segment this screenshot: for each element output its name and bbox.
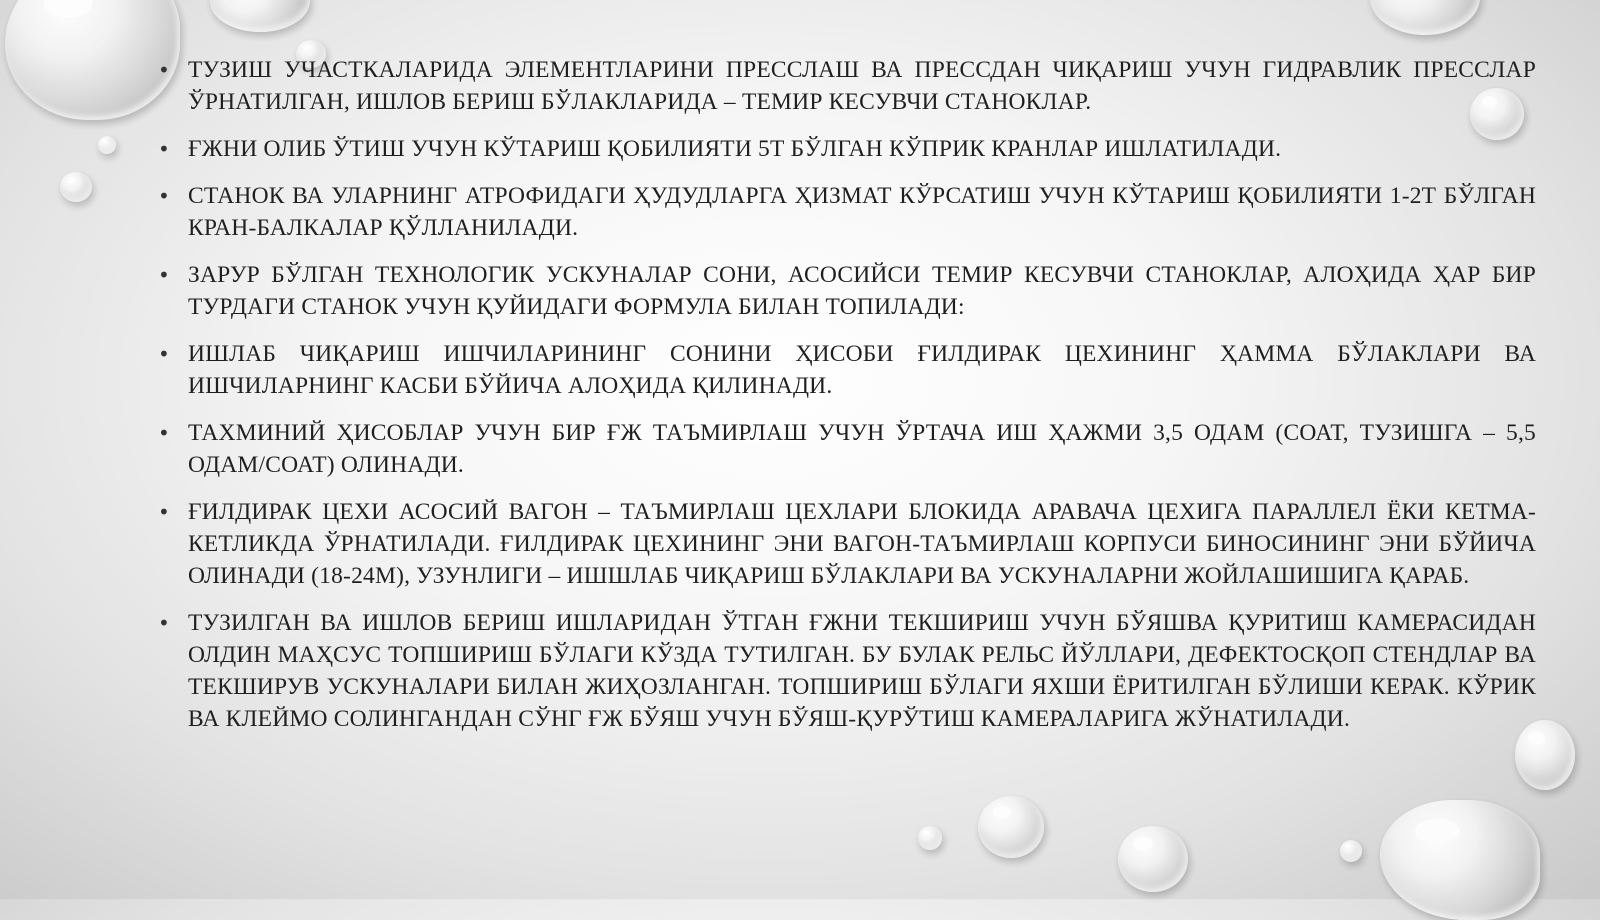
bullet-text: ҒИЛДИРАК ЦЕХИ АСОСИЙ ВАГОН – ТАЪМИРЛАШ ЦЕХЛАРИ БЛОКИДА АРАВАЧА ЦЕХИГА ПАРАЛЛЕЛ ЁКИ КЕТМА-КЕТЛИКДА ЎРНАТИЛАДИ. ҒИЛДИРАК ЦЕХИНИНГ ЭНИ ВАГОН-ТАЪМИРЛАШ КОРПУСИ БИНОСИНИНГ ЭНИ БЎЙИЧА ОЛИНАДИ (18-24М), УЗУНЛИГИ – ИШШЛАБ ЧИҚАРИШ БЎЛАКЛАРИ ВА УСКУНАЛАРНИ ЖОЙЛАШИШИГА ҚАРАБ. (188, 499, 1536, 589)
bullet-point-icon: • (158, 137, 170, 161)
bullet-item (158, 259, 1536, 323)
bullet-point-icon: • (158, 184, 170, 208)
bullet-item (158, 607, 1536, 735)
water-drop-decoration (5, 0, 180, 120)
bullet-text: ТАХМИНИЙ ҲИСОБЛАР УЧУН БИР ҒЖ ТАЪМИРЛАШ УЧУН ЎРТАЧА ИШ ҲАЖМИ 3,5 ОДАМ (СОАТ, ТУЗИШГА – 5,5 ОДАМ/СОАТ) ОЛИНАДИ. (188, 420, 1536, 478)
bullet-text: ҒЖНИ ОЛИБ ЎТИШ УЧУН КЎТАРИШ ҚОБИЛИЯТИ 5Т БЎЛГАН КЎПРИК КРАНЛАР ИШЛАТИЛАДИ. (188, 136, 1282, 162)
bullet-text: ТУЗИШ УЧАСТКАЛАРИДА ЭЛЕМЕНТЛАРИНИ ПРЕССЛАШ ВА ПРЕССДАН ЧИҚАРИШ УЧУН ГИДРАВЛИК ПРЕССЛАР ЎРНАТИЛГАН, ИШЛОВ БЕРИШ БЎЛАКЛАРИДА – ТЕМИР КЕСУВЧИ СТАНОКЛАР. (188, 57, 1536, 115)
bullet-point-icon: • (158, 611, 170, 635)
bullet-item (158, 417, 1536, 481)
bullet-item (158, 338, 1536, 402)
water-drop-decoration (1118, 826, 1188, 892)
water-drop-decoration (1370, 0, 1480, 35)
water-drop-decoration (98, 136, 116, 154)
bullet-point-icon: • (158, 500, 170, 524)
bullet-point-icon: • (158, 421, 170, 445)
water-drop-decoration (978, 796, 1044, 858)
bullet-text: СТАНОК ВА УЛАРНИНГ АТРОФИДАГИ ҲУДУДЛАРГА ҲИЗМАТ КЎРСАТИШ УЧУН КЎТАРИШ ҚОБИЛИЯТИ 1-2Т БЎЛГАН КРАН-БАЛКАЛАР ҚЎЛЛАНИЛАДИ. (188, 183, 1536, 241)
bullet-item (158, 133, 1536, 165)
bullet-item (158, 180, 1536, 244)
water-drop-decoration (60, 172, 92, 202)
water-drop-decoration (210, 0, 310, 32)
bullet-point-icon: • (158, 342, 170, 366)
bullet-point-icon: • (158, 58, 170, 82)
bullet-text: ИШЛАБ ЧИҚАРИШ ИШЧИЛАРИНИНГ СОНИНИ ҲИСОБИ ҒИЛДИРАК ЦЕХИНИНГ ҲАММА БЎЛАКЛАРИ ВА ИШЧИЛАРНИНГ КАСБИ БЎЙИЧА АЛОҲИДА ҚИЛИНАДИ. (188, 341, 1536, 399)
water-drop-decoration (1340, 840, 1362, 862)
bullet-item (158, 54, 1536, 118)
water-drop-decoration (1380, 800, 1540, 920)
bullet-list (158, 54, 1536, 735)
bullet-text: ЗАРУР БЎЛГАН ТЕХНОЛОГИК УСКУНАЛАР СОНИ, АСОСИЙСИ ТЕМИР КЕСУВЧИ СТАНОКЛАР, АЛОҲИДА ҲАР БИР ТУРДАГИ СТАНОК УЧУН ҚУЙИДАГИ ФОРМУЛА БИЛАН ТОПИЛАДИ: (188, 262, 1536, 320)
bullet-point-icon: • (158, 263, 170, 287)
bullet-text: ТУЗИЛГАН ВА ИШЛОВ БЕРИШ ИШЛАРИДАН ЎТГАН ҒЖНИ ТЕКШИРИШ УЧУН БЎЯШВА ҚУРИТИШ КАМЕРАСИДАН ОЛДИН МАҲСУС ТОПШИРИШ БЎЛАГИ КЎЗДА ТУТИЛГАН. БУ БУЛАК РЕЛЬС ЙЎЛЛАРИ, ДЕФЕКТОСҚОП СТЕНДЛАР ВА ТЕКШИРУВ УСКУНАЛАРИ БИЛАН ЖИҲОЗЛАНГАН. ТОПШИРИШ БЎЛАГИ ЯХШИ ЁРИТИЛГАН БЎЛИШИ КЕРАК. КЎРИК ВА КЛЕЙМО СОЛИНГАНДАН СЎНГ ҒЖ БЎЯШ УЧУН БЎЯШ-ҚУРЎТИШ КАМЕРАЛАРИГА ЖЎНАТИЛАДИ. (188, 610, 1536, 732)
water-drop-decoration (918, 826, 942, 850)
slide-content (158, 54, 1536, 750)
bullet-item (158, 496, 1536, 592)
